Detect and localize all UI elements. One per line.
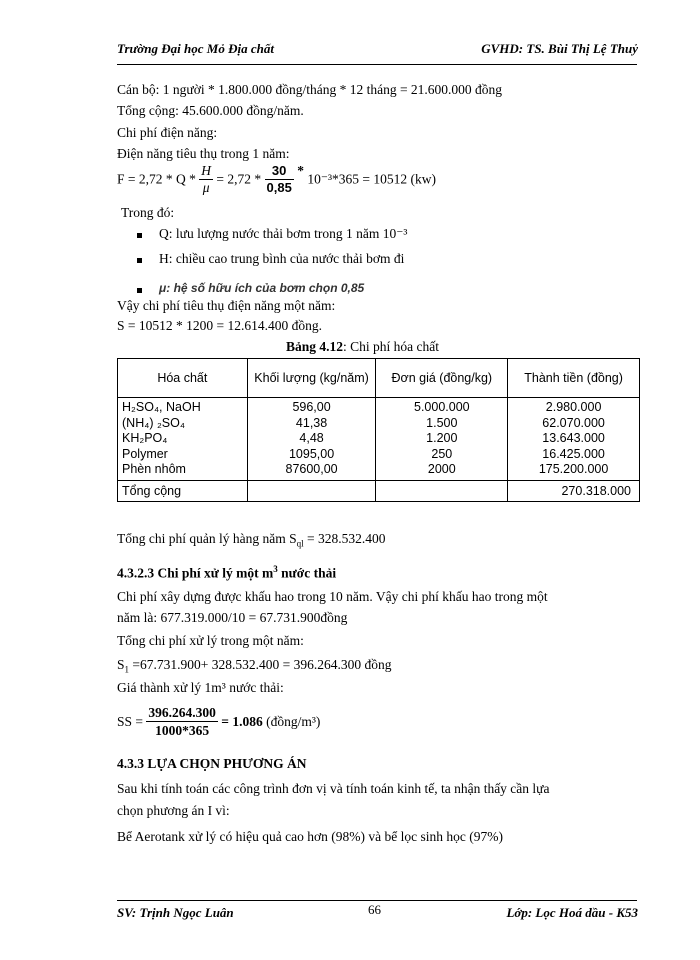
footer-class: Lớp: Lọc Hoá dầu - K53 [506, 905, 638, 920]
line-s1 [117, 657, 391, 675]
bullet-h: H: chiều cao trung bình của nước thải bơm đi [159, 251, 405, 266]
price-value: 5.000.000 [414, 400, 470, 414]
mass-value: 1095,00 [288, 446, 335, 461]
chemical-cost-table [117, 358, 640, 502]
formula-f-fraction-h-mu [199, 163, 213, 196]
total-value: 62.070.000 [542, 415, 605, 430]
table-header-row [118, 359, 640, 398]
chem-name: H₂SO₄, NaOH [122, 400, 201, 414]
header-rule [117, 64, 637, 65]
formula-f-prefix: F = 2,72 * Q * [117, 171, 196, 187]
formula-f-star: * [297, 163, 304, 178]
fraction-denominator: 1000*365 [155, 723, 210, 738]
line-vay-chi-phi: Vậy chi phí tiêu thụ điện năng một năm: [117, 298, 336, 313]
formula-f [117, 163, 436, 196]
header-cell: Khối lượng (kg/năm) [247, 359, 376, 398]
para-lua-chon-2: chọn phương án I vì: [117, 803, 230, 818]
header-advisor: GVHD: TS. Bùi Thị Lệ Thuỷ [481, 41, 638, 56]
fraction-numerator: 396.264.300 [148, 705, 216, 720]
footer-rule [117, 900, 637, 901]
total-value: 16.425.000 [542, 446, 605, 461]
footer-student: SV: Trịnh Ngọc Luân [117, 905, 234, 920]
line-tong-cong: Tổng cộng: 45.600.000 đồng/năm. [117, 103, 304, 118]
fraction-numerator: H [201, 163, 211, 178]
line-can-bo: Cán bộ: 1 người * 1.800.000 đồng/tháng * 12 tháng = 21.600.000 đồng [117, 82, 503, 97]
line-gia-thanh: Giá thành xử lý 1m³ nước thải: [117, 680, 284, 695]
para-tong-chi-phi: Tổng chi phí xử lý trong một năm: [117, 633, 304, 648]
bullet-square-icon [137, 258, 142, 263]
s1-prefix: S [117, 657, 125, 672]
tong-chi-phi-prefix: Tổng chi phí quản lý hàng năm S [117, 531, 297, 546]
header-cell: Thành tiền (đồng) [508, 359, 640, 398]
chem-name: (NH₄) ₂SO₄ [122, 415, 185, 430]
para-khau-hao-2: năm là: 677.319.000/10 = 67.731.900đồng [117, 610, 348, 625]
grand-total: 270.318.000 [508, 480, 640, 501]
para-lua-chon-1: Sau khi tính toán các công trình đơn vị và tính toán kinh tế, ta nhận thấy cần lựa [117, 781, 550, 796]
tong-chi-phi-suffix: = 328.532.400 [303, 531, 386, 546]
tong-chi-phi-sub: ql [296, 538, 304, 549]
mass-value: 596,00 [292, 400, 331, 414]
formula-f-mid: = 2,72 * [216, 171, 262, 187]
mass-value: 4,48 [299, 431, 324, 445]
price-value: 1.200 [426, 431, 458, 445]
price-value: 250 [431, 446, 453, 461]
para-khau-hao-1: Chi phí xây dựng được khấu hao trong 10 năm. Vậy chi phí khấu hao trong một [117, 589, 548, 604]
line-tong-chi-phi-ql [117, 531, 386, 549]
page-number: 66 [368, 902, 381, 917]
header-cell: Hóa chất [118, 359, 248, 398]
line-trong-do: Trong đó: [121, 205, 175, 220]
empty-cell [247, 480, 376, 501]
section-4-3-3-heading: 4.3.3 LỰA CHỌN PHƯƠNG ÁN [117, 756, 307, 771]
table-caption-label: Bảng 4.12 [286, 339, 344, 354]
fraction-numerator: 30 [265, 163, 294, 180]
chem-name: KH₂PO₄ [122, 431, 168, 445]
line-s-formula: S = 10512 * 1200 = 12.614.400 đồng. [117, 318, 322, 333]
price-cell [376, 398, 508, 481]
fraction-denominator: μ [202, 180, 210, 195]
chem-names-cell [118, 398, 248, 481]
heading-prefix: 4.3.2.3 Chi phí xử lý một m [117, 565, 274, 581]
table-caption-title: : Chi phí hóa chất [343, 339, 439, 354]
empty-cell [376, 480, 508, 501]
line-chi-phi-dien: Chi phí điện năng: [117, 125, 218, 140]
header-school: Trường Đại học Mỏ Địa chất [117, 41, 274, 56]
price-value: 2000 [427, 462, 456, 476]
heading-suffix: nước thải [277, 565, 337, 581]
ss-result: = 1.086 [221, 714, 263, 729]
formula-f-suffix: 10⁻³*365 = 10512 (kw) [307, 171, 436, 187]
price-value: 1.500 [426, 415, 458, 430]
ss-prefix: SS = [117, 714, 144, 729]
mass-value: 41,38 [295, 415, 328, 430]
table-caption [286, 339, 439, 355]
bullet-square-icon [137, 233, 142, 238]
chem-name: Polymer [122, 446, 168, 461]
total-label: Tổng cộng [118, 480, 248, 501]
header-cell: Đơn giá (đồng/kg) [376, 359, 508, 398]
table-total-row [118, 480, 640, 501]
para-aerotank: Bể Aerotank xử lý có hiệu quả cao hơn (98%) và bể lọc sinh học (97%) [117, 829, 503, 844]
total-value: 175.200.000 [538, 462, 609, 476]
s1-sub: 1 [124, 664, 130, 675]
table-row [118, 398, 640, 481]
formula-ss [117, 704, 320, 739]
heading-sup: 3 [273, 564, 278, 574]
line-dien-nang: Điện năng tiêu thụ trong 1 năm: [117, 146, 290, 161]
total-value: 13.643.000 [542, 431, 605, 445]
bullet-q: Q: lưu lượng nước thải bơm trong 1 năm 10⁻³ [159, 226, 408, 241]
mass-cell [247, 398, 376, 481]
bullet-square-icon [137, 288, 142, 293]
chem-name: Phèn nhôm [122, 462, 186, 476]
formula-f-fraction-30-085 [265, 163, 294, 196]
ss-fraction [146, 704, 218, 739]
total-cell [508, 398, 640, 481]
fraction-denominator: 0,85 [266, 180, 292, 195]
ss-unit: (đồng/m³) [266, 714, 321, 729]
bullet-mu: μ: hệ số hữu ích của bơm chọn 0,85 [159, 281, 365, 295]
section-4-3-2-3-heading [117, 564, 336, 582]
mass-value: 87600,00 [285, 462, 338, 476]
s1-suffix: =67.731.900+ 328.532.400 = 396.264.300 đồng [129, 657, 392, 672]
total-value: 2.980.000 [545, 400, 602, 414]
